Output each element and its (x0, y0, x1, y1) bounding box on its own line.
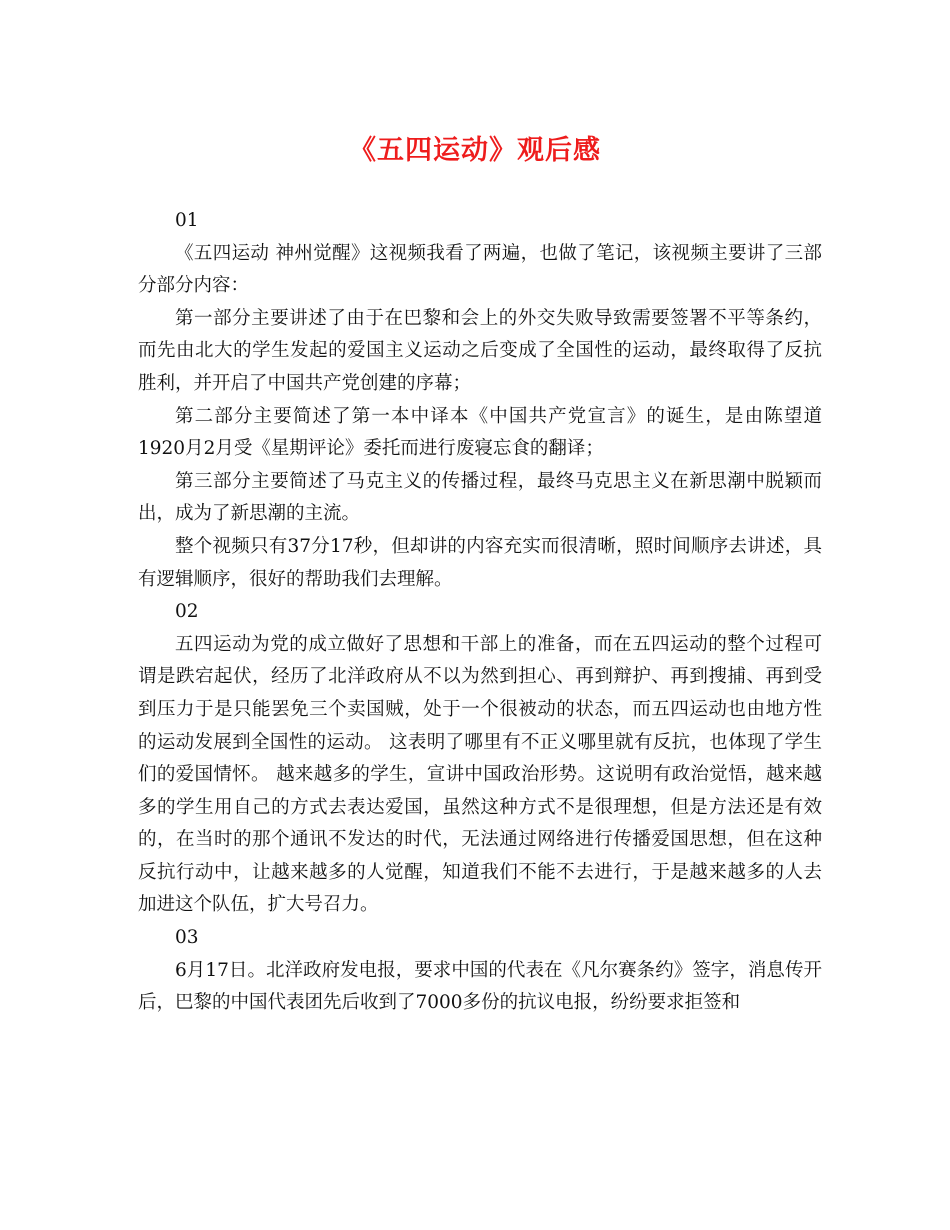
paragraph-summary: 整个视频只有37分17秒，但却讲的内容充实而很清晰，照时间顺序去讲述，具有逻辑顺序，很好的帮助我们去理解。 (138, 535, 822, 590)
section-marker-02: 02 (175, 601, 199, 623)
paragraph-section-three: 6月17日。北洋政府发电报，要求中国的代表在《凡尔赛条约》签字，消息传开后，巴黎的中国代表团先后收到了7000多份的抗议电报，纷纷要求拒签和 (138, 959, 822, 1014)
section-marker-01: 01 (175, 210, 199, 231)
paragraph-part-two: 第二部分主要简述了第一本中译本《中国共产党宣言》的诞生，是由陈望道1920月2月受《星期评论》委托而进行废寝忘食的翻译； (138, 405, 822, 460)
paragraph-part-three: 第三部分主要简述了马克主义的传播过程，最终马克思主义在新思潮中脱颖而出，成为了新思潮的主流。 (138, 470, 822, 525)
paragraph-part-one: 第一部分主要讲述了由于在巴黎和会上的外交失败导致需要签署不平等条约，而先由北大的学生发起的爱国主义运动之后变成了全国性的运动，最终取得了反抗胜利，并开启了中国共产党创建的序幕； (138, 307, 822, 394)
document-title: 《五四运动》观后感 (349, 135, 601, 166)
document-body (138, 205, 822, 1020)
section-marker-03: 03 (175, 927, 199, 949)
paragraph-intro: 《五四运动 神州觉醒》这视频我看了两遍，也做了笔记，该视频主要讲了三部分部分内容： (138, 242, 822, 297)
paragraph-section-two: 五四运动为党的成立做好了思想和干部上的准备，而在五四运动的整个过程可谓是跌宕起伏，经历了北洋政府从不以为然到担心、再到辩护、再到搜捕、再到受到压力于是只能罢免三个卖国贼，处于一个很被动的状态，而五四运动也由地方性的运动发展到全国性的运动。 这表明了哪里有不正义哪里就有反抗，也体现了学生们的爱国情怀。 越来越多的学生，宣讲中国政治形势。这说明有政治觉悟，越来越多的学生用自己的方式去表达爱国，虽然这种方式不是很理想，但是方法还是有效的，在当时的那个通讯不发达的时代，无法通过网络进行传播爱国思想，但在这种反抗行动中，让越来越多的人觉醒，知道我们不能不去进行，于是越来越多的人去加进这个队伍，扩大号召力。 (138, 633, 822, 916)
